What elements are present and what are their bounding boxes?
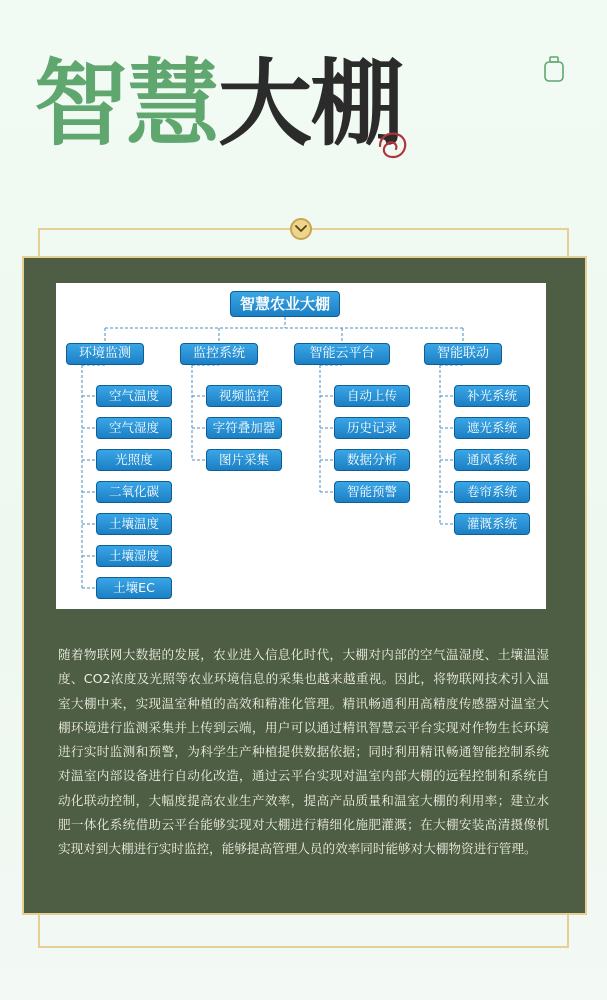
category-node: 智能联动: [424, 343, 502, 365]
leaf-node: 空气湿度: [96, 417, 172, 439]
chevron-down-icon: [290, 218, 312, 240]
leaf-node: 图片采集: [206, 449, 282, 471]
leaf-node: 自动上传: [334, 385, 410, 407]
leaf-node: 字符叠加器: [206, 417, 282, 439]
leaf-node: 智能预警: [334, 481, 410, 503]
leaf-node: 历史记录: [334, 417, 410, 439]
leaf-node: 土壤温度: [96, 513, 172, 535]
root-node: 智慧农业大棚: [230, 291, 340, 317]
leaf-node: 光照度: [96, 449, 172, 471]
leaf-node: 土壤EC: [96, 577, 172, 599]
leaf-node: 数据分析: [334, 449, 410, 471]
category-node: 监控系统: [180, 343, 258, 365]
leaf-node: 补光系统: [454, 385, 530, 407]
leaf-node: 土壤湿度: [96, 545, 172, 567]
leaf-node: 视频监控: [206, 385, 282, 407]
leaf-node: 卷帘系统: [454, 481, 530, 503]
leaf-node: 空气温度: [96, 385, 172, 407]
category-node: 智能云平台: [294, 343, 390, 365]
swirl-decoration-icon: [376, 124, 410, 162]
leaf-node: 灌溉系统: [454, 513, 530, 535]
category-node: 环境监测: [66, 343, 144, 365]
description-text: 随着物联网大数据的发展，农业进入信息化时代，大棚对内部的空气温湿度、土壤温湿度、CO2浓度及光照等农业环境信息的采集也越来越重视。因此，将物联网技术引入温室大棚中来，实现温室种植的高效和精准化管理。精讯畅通利用高精度传感器对温室大棚环境进行监测采集并上传到云端，用户可以通过精讯智慧云平台实现对作物生长环境进行实时监测和预警，为科学生产种植提供数据依据；同时利用精讯畅通智能控制系统对温室内部设备进行自动化改造，通过云平台实现对温室内部大棚的远程控制和系统自动化联动控制，大幅度提高农业生产效率，提高产品质量和温室大棚的利用率；建立水肥一体化系统借助云平台能够实现对大棚进行精细化施肥灌溉；在大棚安装高清摄像机实现对到大棚进行实时监控，能够提高管理人员的效率同时能够对大棚物资进行管理。: [58, 647, 549, 857]
jar-icon: [543, 55, 565, 83]
leaf-node: 通风系统: [454, 449, 530, 471]
leaf-node: 二氧化碳: [96, 481, 172, 503]
leaf-node: 遮光系统: [454, 417, 530, 439]
page-title-green: 智慧: [34, 50, 219, 159]
structure-diagram: [56, 283, 546, 609]
page-title: [34, 50, 403, 159]
page-title-dark: 大棚: [218, 50, 403, 159]
